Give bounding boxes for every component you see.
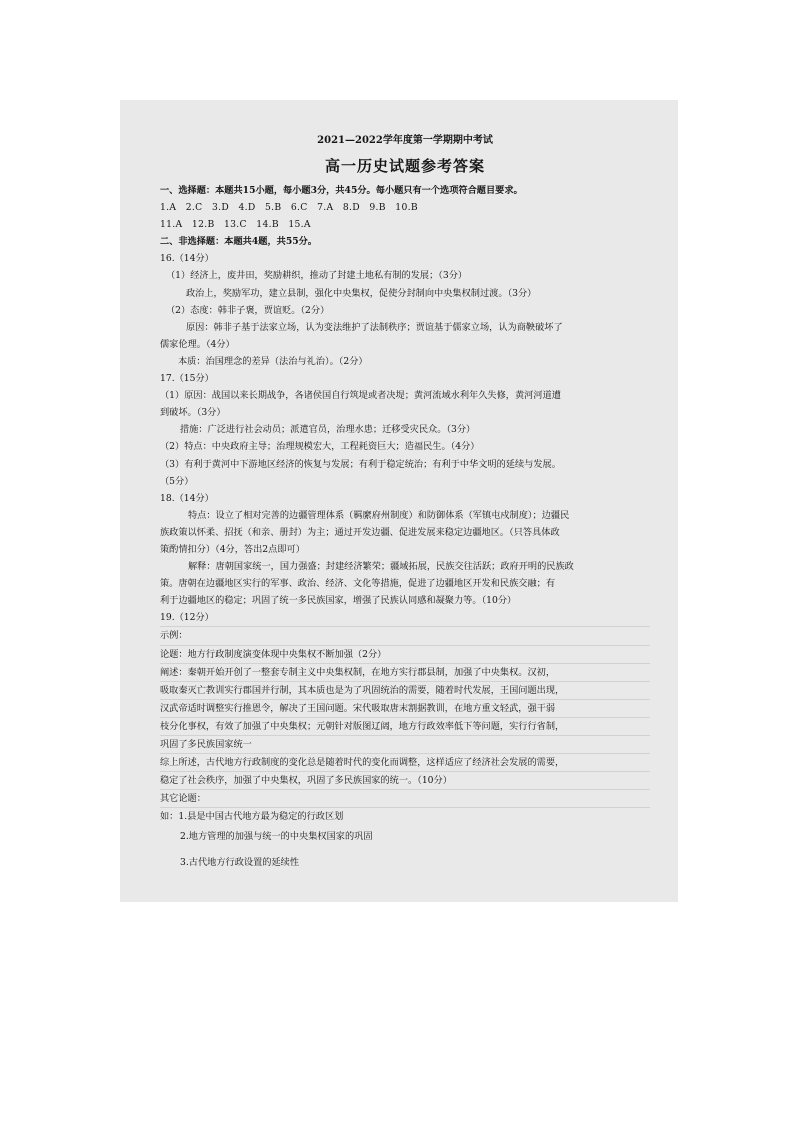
q16-line: 政治上，奖励军功，建立县制，强化中央集权，促使分封制向中央集权制过渡。（3分） xyxy=(186,287,537,299)
q18-line: 利于边疆地区的稳定；巩固了统一多民族国家，增强了民族认同感和凝聚力等。（10分） xyxy=(160,595,517,607)
exam-title: 2021—2022学年度第一学期期中考试 xyxy=(317,135,493,146)
q19-other-topic: 3.古代地方行政设置的延续性 xyxy=(180,856,300,868)
part1-heading: 一、选择题：本题共15小题，每小题3分，共45分。每小题只有一个选项符合题目要求。 xyxy=(160,185,523,196)
q17-line: 到破坏。（3分） xyxy=(160,407,226,419)
q17-line: （5分） xyxy=(160,475,194,487)
q19-line: 汉武帝适时调整实行推恩令，解决了王国问题。宋代吸取唐末割据教训，在地方重文轻武，强干弱 xyxy=(160,699,650,717)
scanned-answer-sheet xyxy=(120,100,678,902)
answer-key-title: 高一历史试题参考答案 xyxy=(324,157,485,175)
q18-line: 策酌情扣分）（4分，答出2点即可） xyxy=(160,543,305,555)
q19-line: 综上所述，古代地方行政制度的变化总是随着时代的变化而调整，这样适应了经济社会发展的需要， xyxy=(160,753,650,771)
q19-other-topic: 如：1.县是中国古代地方最为稳定的行政区划 xyxy=(160,807,650,825)
q18-line: 策。唐朝在边疆地区实行的军事、政治、经济、文化等措施，促进了边疆地区开发和民族交融；有 xyxy=(160,578,556,590)
q17-line: （3）有利于黄河中下游地区经济的恢复与发展；有利于稳定统治；有利于中华文明的延续与发展。 xyxy=(160,458,561,470)
q19-header: 19.（12分） xyxy=(160,612,214,624)
q19-other-topic: 2.地方管理的加强与统一的中央集权国家的巩固 xyxy=(180,831,373,843)
q16-line: 儒家伦理。（4分） xyxy=(160,338,235,350)
q19-other-label: 其它论题： xyxy=(160,789,650,807)
q19-line: 巩固了多民族国家统一 xyxy=(160,735,650,753)
q19-line: 阐述：秦朝开始开创了一整套专制主义中央集权制，在地方实行郡县制，加强了中央集权。汉初， xyxy=(160,663,650,681)
mcq-answers-row-2: 11.A 12.B 13.C 14.B 15.A xyxy=(160,219,311,231)
q18-line: 解释：唐朝国家统一，国力强盛；封建经济繁荣；疆域拓展，民族交往活跃；政府开明的民族政 xyxy=(188,561,574,573)
part2-heading: 二、非选择题：本题共4题，共55分。 xyxy=(160,236,317,248)
q19-line: 稳定了社会秩序，加强了中央集权，巩固了多民族国家的统一。（10分） xyxy=(160,771,650,789)
q19-line: 吸取秦灭亡教训实行郡国并行制，其本质也是为了巩固统治的需要，随着时代发展，王国问题出现， xyxy=(160,681,650,699)
q19-line: 枝分化事权，有效了加强了中央集权；元朝针对版图辽阔，地方行政效率低下等问题，实行行省制， xyxy=(160,717,650,735)
q16-line: 本质：治国理念的差异（法治与礼治）。（2分） xyxy=(178,355,368,367)
q17-line: （2）特点：中央政府主导；治理规模宏大，工程耗资巨大；造福民生。（4分） xyxy=(160,441,480,453)
q16-line: （2）态度：韩非子褒，贾谊贬。（2分） xyxy=(166,304,330,316)
mcq-answers-row-1: 1.A 2.C 3.D 4.D 5.B 6.C 7.A 8.D 9.B 10.B xyxy=(160,202,418,214)
q16-header: 16.（14分） xyxy=(160,253,214,265)
q16-line: 原因：韩非子基于法家立场，认为变法维护了法制秩序；贾谊基于儒家立场，认为商鞅破坏了 xyxy=(186,321,563,333)
q16-line: （1）经济上，废井田，奖励耕织，推动了封建土地私有制的发展；（3分） xyxy=(166,270,468,282)
q17-line: 措施：广泛进行社会动员；派遣官员，治理水患；迁移受灾民众。（3分） xyxy=(180,424,476,436)
q18-line: 族政策以怀柔、招抚（和亲、册封）为主；通过开发边疆、促进发展来稳定边疆地区。（只答具体政 xyxy=(160,526,560,538)
q17-line: （1）原因：战国以来长期战争，各诸侯国自行筑堤或者决堤；黄河流域水利年久失修，黄河河道遭 xyxy=(160,390,561,402)
q19-example-label: 示例： xyxy=(160,626,650,644)
q18-header: 18.（14分） xyxy=(160,492,214,504)
q17-header: 17.（15分） xyxy=(160,373,214,385)
q18-line: 特点：设立了相对完善的边疆管理体系（羁縻府州制度）和防御体系（军镇屯戍制度）；边疆民 xyxy=(188,509,570,521)
q19-thesis: 论题：地方行政制度演变体现中央集权不断加强（2分） xyxy=(160,645,650,663)
